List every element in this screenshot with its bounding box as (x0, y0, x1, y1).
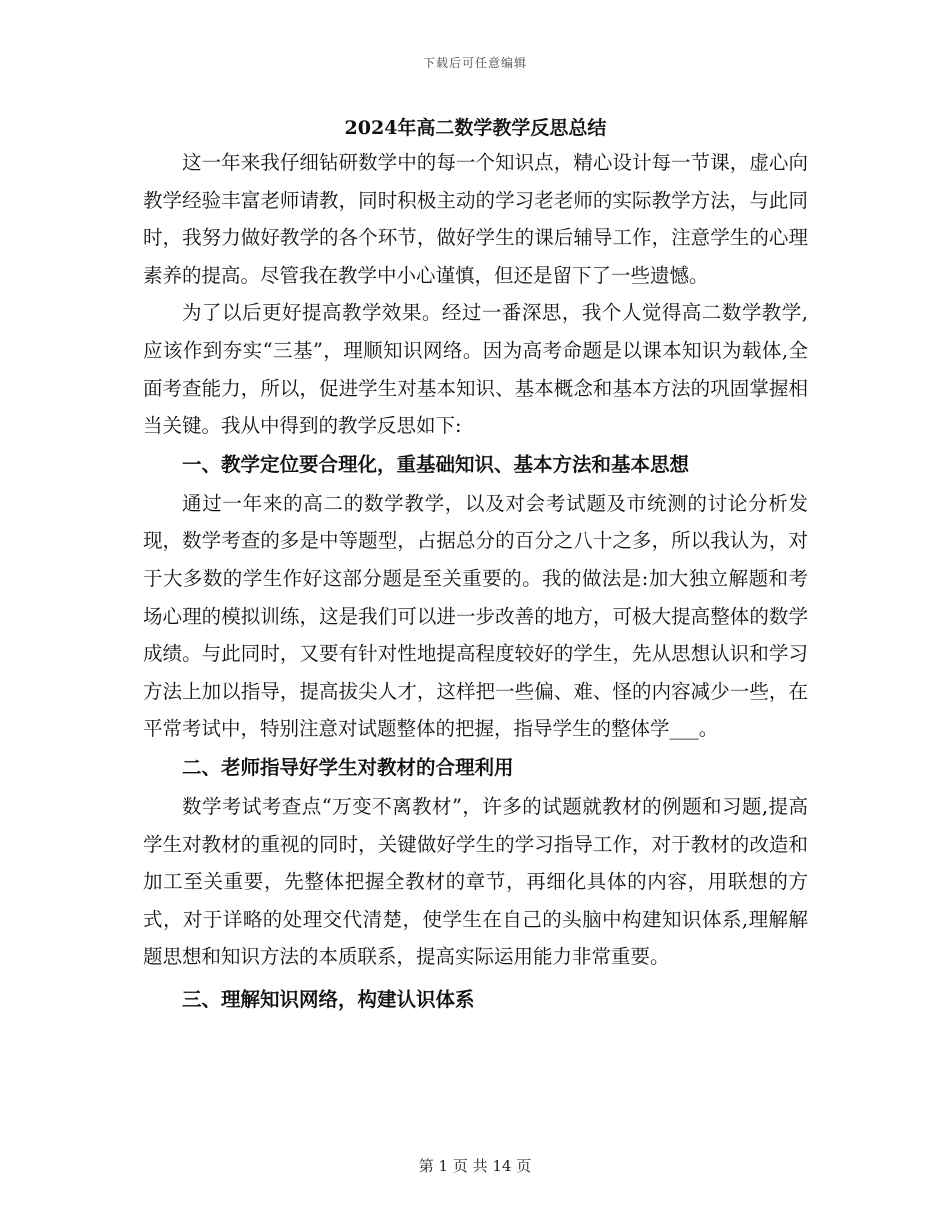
paragraph-4: 数学考试考查点“万变不离教材”，许多的试题就教材的例题和习题,提高学生对教材的重视的同时，关键做好学生的学习指导工作，对于教材的改造和加工至关重要，先整体把握全教材的章节，再细化具体的内容，用联想的方式，对于详略的处理交代清楚，使学生在自己的头脑中构建知识体系,理解解题思想和知识方法的本质联系，提高实际运用能力非常重要。 (143, 794, 808, 969)
paragraph-2: 为了以后更好提高教学效果。经过一番深思，我个人觉得高二数学教学,应该作到夯实“三基”，理顺知识网络。因为高考命题是以课本知识为载体,全面考查能力，所以，促进学生对基本知识、基本概念和基本方法的巩固掌握相当关键。我从中得到的教学反思如下: (143, 301, 808, 438)
document-body (143, 112, 808, 1020)
document-title: 2024年高二数学教学反思总结 (344, 117, 607, 139)
section-heading-3: 三、理解知识网络，构建认识体系 (182, 987, 475, 1011)
section-heading-2: 二、老师指导好学生对教材的合理利用 (182, 755, 514, 779)
section-heading-1: 一、教学定位要合理化，重基础知识、基本方法和基本思想 (182, 452, 690, 476)
paragraph-1: 这一年来我仔细钻研数学中的每一个知识点，精心设计每一节课，虚心向教学经验丰富老师请教，同时积极主动的学习老老师的实际教学方法，与此同时，我努力做好教学的各个环节，做好学生的课后辅导工作，注意学生的心理素养的提高。尽管我在教学中小心谨慎，但还是留下了一些遗憾。 (143, 151, 808, 287)
header-note: 下载后可任意编辑 (422, 56, 527, 70)
paragraph-3: 通过一年来的高二的数学教学，以及对会考试题及市统测的讨论分析发现，数学考查的多是中等题型，占据总分的百分之八十之多，所以我认为，对于大多数的学生作好这部分题是至关重要的。我的做法是:加大独立解题和考场心理的模拟训练，这是我们可以进一步改善的地方，可极大提高整体的数学成绩。与此同时，又要有针对性地提高程度较好的学生，先从思想认识和学习方法上加以指导，提高拔尖人才，这样把一些偏、难、怪的内容减少一些，在平常考试中，特别注意对试题整体的把握，指导学生的整体学___。 (143, 491, 808, 741)
page-footer: 第 1 页 共 14 页 (418, 1157, 532, 1175)
